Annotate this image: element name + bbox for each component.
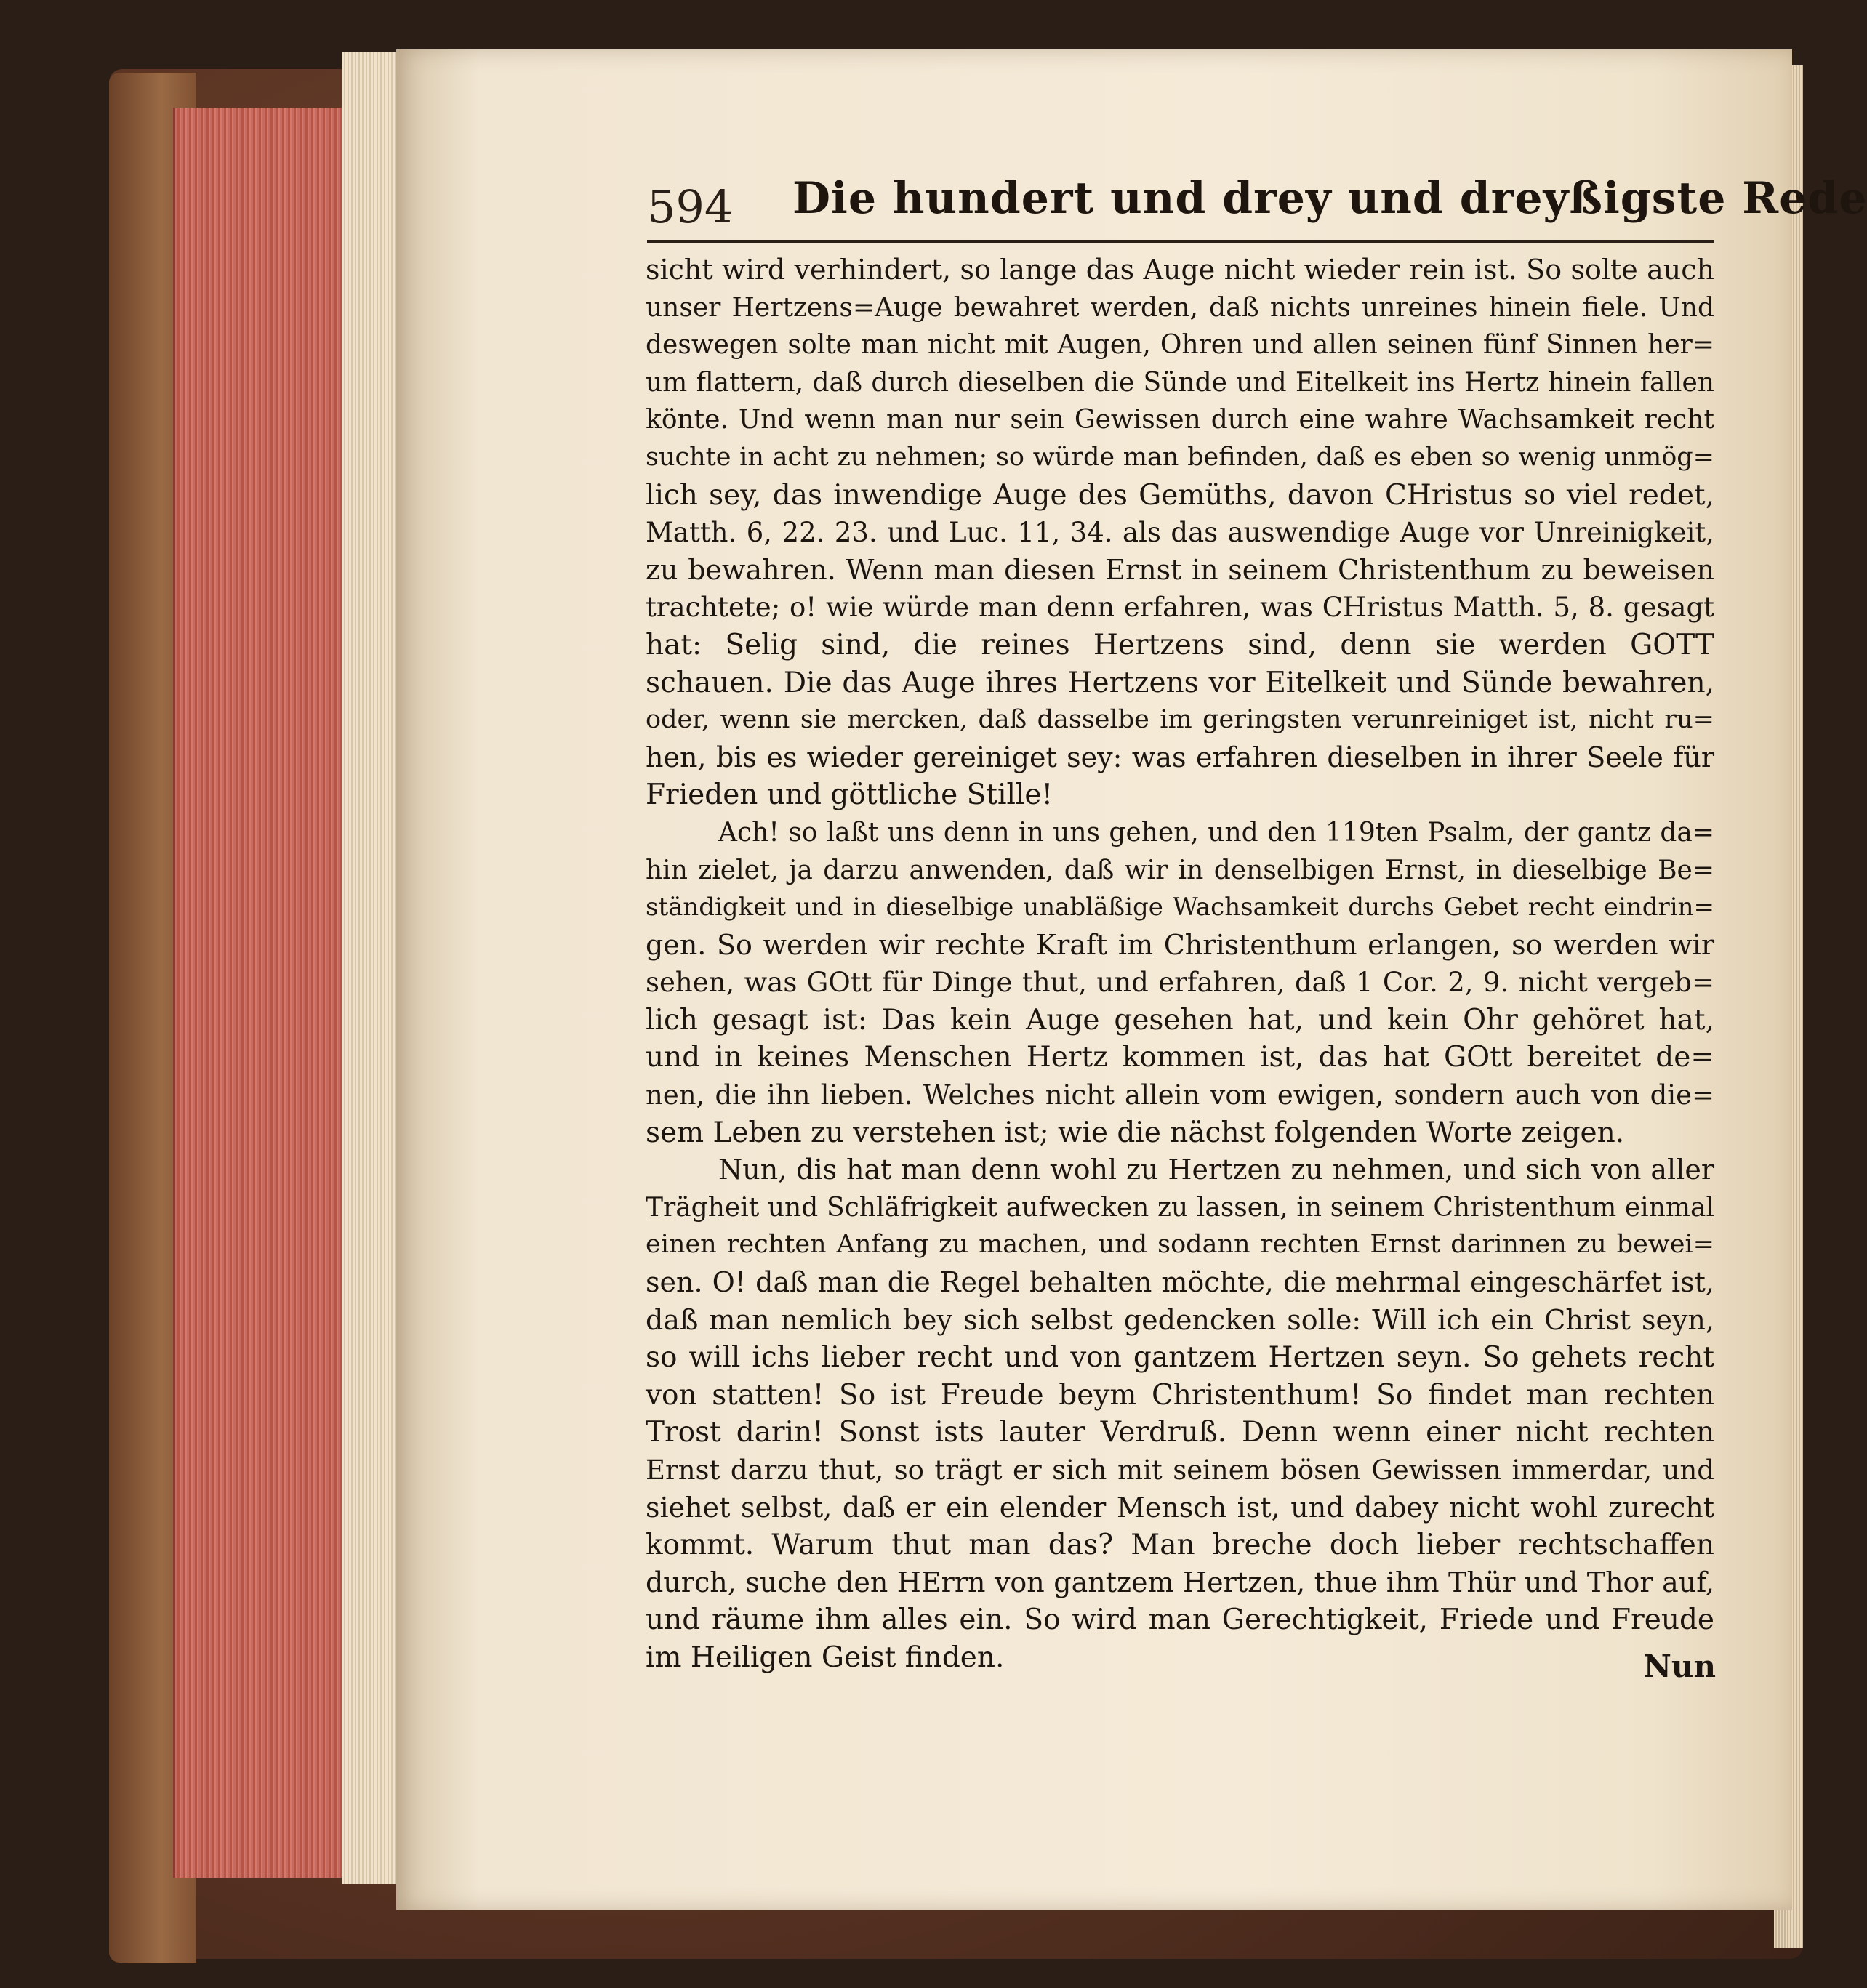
text-line: durch, suche den HErrn von gantzem Hertzen, thue ihm Thür und Thor auf,: [646, 1566, 1714, 1598]
page-body: [646, 251, 1714, 1674]
text-line: hat: Selig sind, die reines Hertzens sind, denn sie werden GOTT: [646, 628, 1714, 661]
text-line: und räume ihm alles ein. So wird man Gerechtigkeit, Friede und Freude: [646, 1603, 1714, 1637]
text-line: ständigkeit und in dieselbige unabläßige Wachsamkeit durchs Gebet recht eindrin=: [646, 893, 1714, 922]
text-line: einen rechten Anfang zu machen, und sodann rechten Ernst darinnen zu bewei=: [646, 1230, 1714, 1260]
text-line: Frieden und göttliche Stille!: [646, 778, 1053, 812]
text-line: sem Leben zu verstehen ist; wie die nächst folgenden Worte zeigen.: [646, 1116, 1625, 1149]
text-line: Matth. 6, 22. 23. und Luc. 11, 34. als das auswendige Auge vor Unreinigkeit,: [646, 517, 1714, 549]
running-title: Die hundert und drey und dreyßigste Rede: [792, 173, 1867, 224]
text-line: hin zielet, ja darzu anwenden, daß wir in denselbigen Ernst, in dieselbige Be=: [646, 855, 1714, 885]
text-line: so will ichs lieber recht und von gantzem Hertzen seyn. So gehets recht: [646, 1341, 1714, 1375]
text-line: sicht wird verhindert, so lange das Auge nicht wieder rein ist. So solte auch: [646, 254, 1714, 286]
page-number: 594: [647, 180, 734, 233]
text-line: Trost darin! Sonst ists lauter Verdruß. Denn wenn einer nicht rechten: [646, 1416, 1714, 1449]
page-header: [647, 173, 1867, 242]
text-line: schauen. Die das Auge ihres Hertzens vor Eitelkeit und Sünde bewahren,: [646, 666, 1714, 699]
text-line: nen, die ihn lieben. Welches nicht allein vom ewigen, sondern auch von die=: [646, 1079, 1714, 1111]
text-line: trachtete; o! wie würde man denn erfahren, was CHristus Matth. 5, 8. gesagt: [646, 592, 1714, 624]
text-line: deswegen solte man nicht mit Augen, Ohren und allen seinen fünf Sinnen her=: [646, 330, 1714, 361]
text-line: zu bewahren. Wenn man diesen Ernst in seinem Christenthum zu beweisen: [646, 553, 1714, 586]
text-line: von statten! So ist Freude beym Christenthum! So findet man rechten: [646, 1378, 1714, 1412]
text-line: hen, bis es wieder gereiniget sey: was erfahren dieselben in ihrer Seele für: [646, 741, 1714, 773]
text-line: Nun, dis hat man denn wohl zu Hertzen zu nehmen, und sich von aller: [718, 1154, 1714, 1186]
catchword: Nun: [1643, 1649, 1716, 1684]
text-line: kommt. Warum thut man das? Man breche doch lieber rechtschaffen: [646, 1529, 1714, 1562]
text-line: gen. So werden wir rechte Kraft im Christenthum erlangen, so werden wir: [646, 928, 1714, 961]
header-rule: [647, 240, 1714, 243]
text-line: um flattern, daß durch dieselben die Sünde und Eitelkeit ins Hertz hinein fallen: [646, 367, 1714, 398]
text-line: Ach! so laßt uns denn in uns gehen, und den 119ten Psalm, der gantz da=: [718, 817, 1714, 848]
text-line: siehet selbst, daß er ein elender Mensch ist, und dabey nicht wohl zurecht: [646, 1491, 1714, 1524]
text-line: oder, wenn sie mercken, daß dasselbe im geringsten verunreiniget ist, nicht ru=: [646, 705, 1714, 735]
text-line: Ernst darzu thut, so trägt er sich mit seinem bösen Gewissen immerdar, und: [646, 1454, 1714, 1486]
text-line: sehen, was GOtt für Dinge thut, und erfahren, daß 1 Cor. 2, 9. nicht vergeb=: [646, 967, 1714, 999]
text-line: lich gesagt ist: Das kein Auge gesehen hat, und kein Ohr gehöret hat,: [646, 1003, 1714, 1037]
text-line: Trägheit und Schläfrigkeit aufwecken zu lassen, in seinem Christenthum einmal: [646, 1192, 1714, 1223]
text-line: und in keines Menschen Hertz kommen ist, das hat GOtt bereitet de=: [646, 1041, 1714, 1074]
text-line: unser Hertzens=Auge bewahret werden, daß nichts unreines hinein fiele. Und: [646, 292, 1714, 323]
page-stack-edge: [173, 108, 353, 1878]
text-line: suchte in acht zu nehmen; so würde man befinden, daß es eben so wenig unmög=: [646, 442, 1714, 472]
text-line: daß man nemlich bey sich selbst gedencken solle: Will ich ein Christ seyn,: [646, 1303, 1714, 1336]
text-line: im Heiligen Geist finden.: [646, 1641, 1005, 1674]
text-line: lich sey, das inwendige Auge des Gemüths, davon CHristus so viel redet,: [646, 478, 1714, 512]
text-line: sen. O! daß man die Regel behalten möchte, die mehrmal eingeschärfet ist,: [646, 1266, 1714, 1299]
text-line: könte. Und wenn man nur sein Gewissen durch eine wahre Wachsamkeit recht: [646, 405, 1714, 435]
